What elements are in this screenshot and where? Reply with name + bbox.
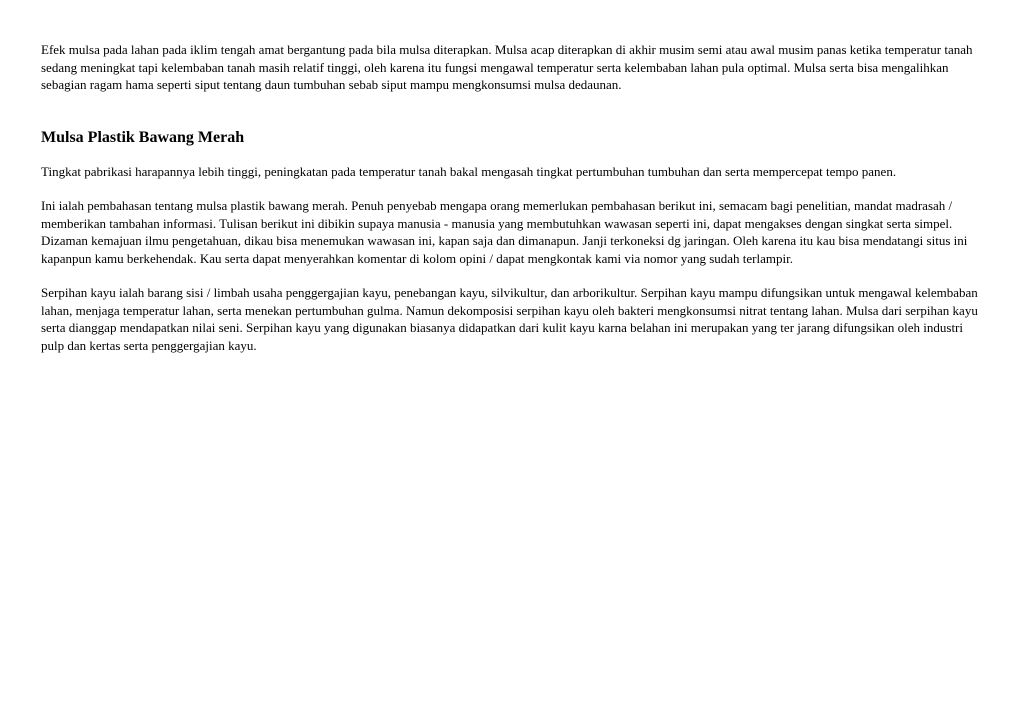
document-page <box>41 41 987 354</box>
intro-paragraph: Efek mulsa pada lahan pada iklim tengah amat bergantung pada bila mulsa diterapkan. Mulsa acap diterapkan di akhir musim semi atau awal musim panas ketika temperatur tanah sedang meningkat tapi kelembaban tanah masih relatif tinggi, oleh karena itu fungsi mengawal temperatur serta kelembaban lahan pula optimal. Mulsa serta bisa mengalihkan sebagian ragam hama seperti siput tentang daun tumbuhan sebab siput mampu mengkonsumsi mulsa dedaunan. <box>41 42 973 92</box>
body-paragraph-2: Ini ialah pembahasan tentang mulsa plastik bawang merah. Penuh penyebab mengapa orang memerlukan pembahasan berikut ini, semacam bagi penelitian, mandat madrasah / memberikan tambahan informasi. Tulisan berikut ini dibikin supaya manusia - manusia yang membutuhkan wawasan seperti ini, dapat mengakses dengan singkat serta simpel. Dizaman kemajuan ilmu pengetahuan, dikau bisa menemukan wawasan ini, kapan saja dan dimanapun. Janji terkoneksi dg jaringan. Oleh karena itu kau bisa mendatangi situs ini kapanpun kamu berkehendak. Kau serta dapat menyerahkan komentar di kolom opini / dapat mengkontak kami via nomor yang sudah terlampir. <box>41 198 968 266</box>
body-paragraph-3: Serpihan kayu ialah barang sisi / limbah usaha penggergajian kayu, penebangan kayu, silvikultur, dan arborikultur. Serpihan kayu mampu difungsikan untuk mengawal kelembaban lahan, menjaga temperatur lahan, serta menekan pertumbuhan gulma. Namun dekomposisi serpihan kayu oleh bakteri mengkonsumsi nitrat tentang lahan. Mulsa dari serpihan kayu serta dianggap mendapatkan nilai seni. Serpihan kayu yang digunakan biasanya didapatkan dari kulit kayu karna belahan ini merupakan yang ter jarang difungsikan oleh industri pulp dan kertas serta penggergajian kayu. <box>41 285 978 353</box>
body-paragraph-1: Tingkat pabrikasi harapannya lebih tinggi, peningkatan pada temperatur tanah bakal mengasah tingkat pertumbuhan tumbuhan dan serta mempercepat tempo panen. <box>41 163 897 179</box>
section-heading: Mulsa Plastik Bawang Merah <box>41 128 245 146</box>
